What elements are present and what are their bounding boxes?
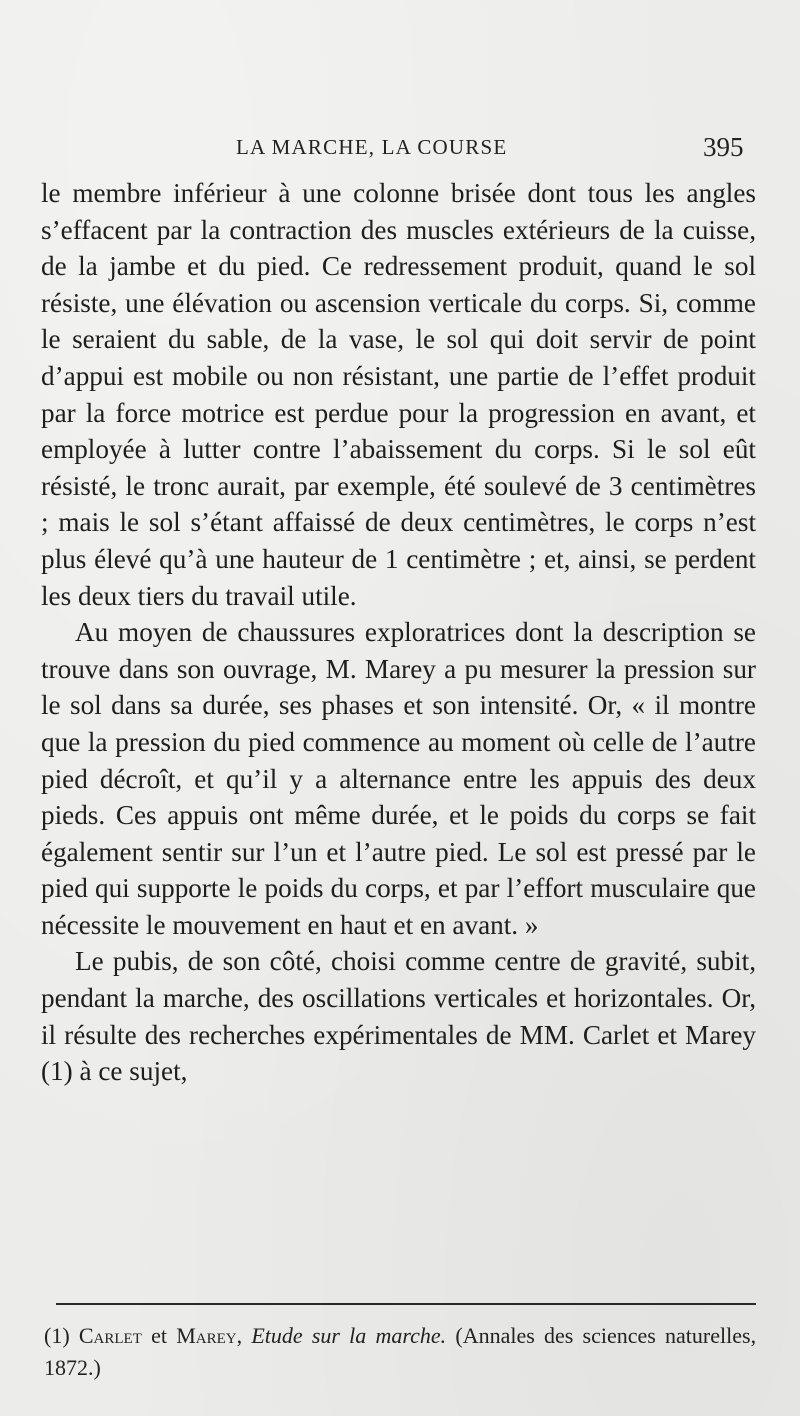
footnote-connector: et [151,1323,167,1348]
paragraph-3: Le pubis, de son côté, choisi comme centre de gravité, subit, pendant la marche, des oscillations verticales et horizontales. Or, il résulte des recherches expérimentales de MM. Carlet et Marey (1) à ce sujet, [41,946,756,1087]
paragraph-1: le membre inférieur à une colonne brisée dont tous les angles s’effacent par la contraction des muscles extérieurs de la cuisse, de la jambe et du pied. Ce redressement produit, quand le sol résiste, une élévation ou ascension verticale du corps. Si, comme le seraient du sable, de la vase, le sol qui doit servir de point d’appui est mobile ou non résistant, une partie de l’effet produit par la force motrice est perdue pour la progression en avant, et employée à lutter contre l’abaissement du corps. Si le sol eût résisté, le tronc aurait, par exemple, été soulevé de 3 centimètres ; mais le sol s’étant affaissé de deux centimètres, le corps n’est plus élevé qu’à une hauteur de 1 centimètre ; et, ainsi, se perdent les deux tiers du travail utile. [41,178,756,611]
footnote-marker: (1) [44,1323,70,1348]
footnote-title: Etude sur la marche. [251,1323,447,1348]
footnote-rest: (Annales des sciences naturelles, 1872.) [44,1323,757,1380]
footnote-divider [56,1303,756,1305]
footnote-author-2: Marey, [176,1323,243,1348]
running-header [0,132,800,165]
footnote [44,1320,756,1384]
footnote-author-1: Carlet [78,1323,142,1348]
body-text [41,175,756,1090]
running-title: LA MARCHE, LA COURSE [236,135,508,159]
paragraph-2: Au moyen de chaussures exploratrices dont la description se trouve dans son ouvrage, M. Marey a pu mesurer la pression sur le sol dans sa durée, ses phases et son intensité. Or, « il montre que la pression du pied commence au moment où celle de l’autre pied décroît, et qu’il y a alternance entre les appuis des deux pieds. Ces appuis ont même durée, et le poids du corps se fait également sentir sur l’un et l’autre pied. Le sol est pressé par le pied qui supporte le poids du corps, et par l’effort musculaire que nécessite le mouvement en haut et en avant. » [41,617,756,940]
page-number: 395 [703,132,744,162]
